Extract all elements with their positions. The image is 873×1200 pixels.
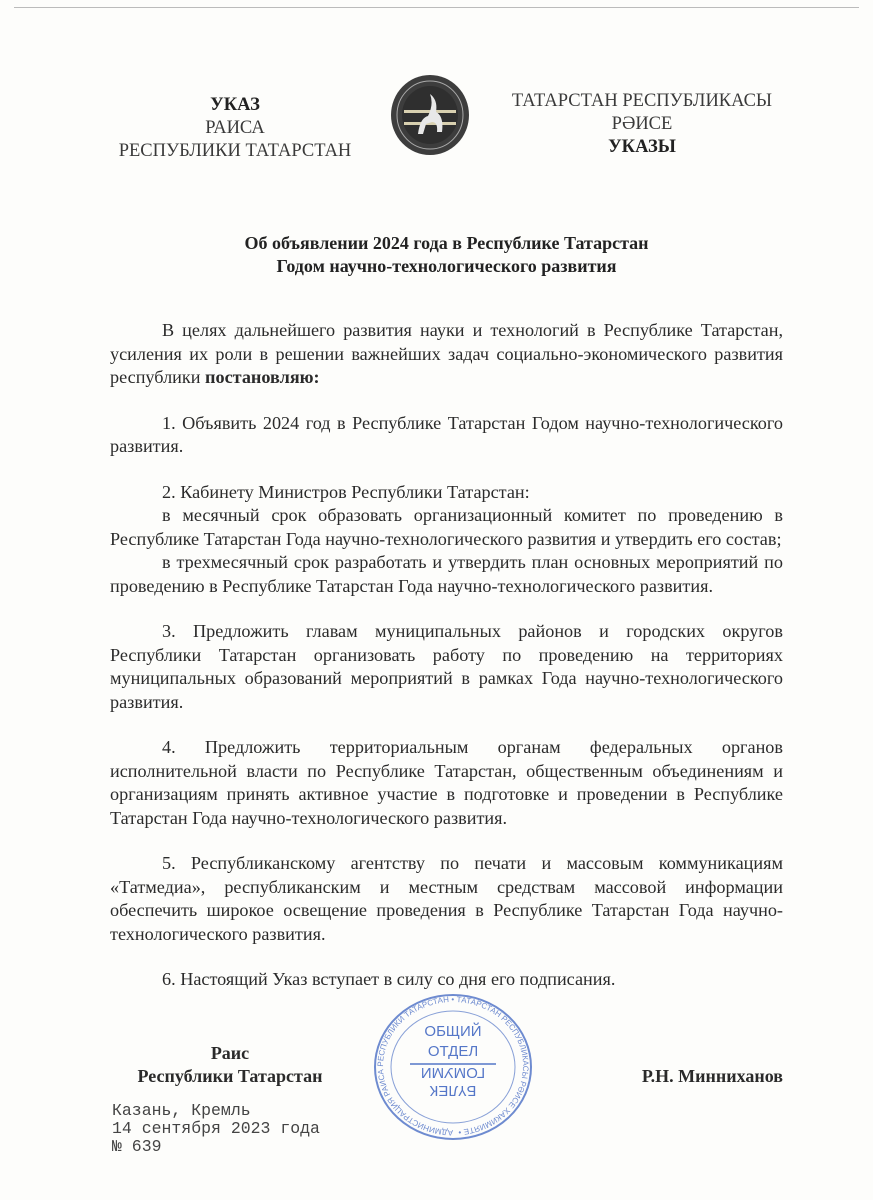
title-line2: Годом научно-технологического развития	[276, 256, 617, 276]
document-body	[110, 232, 783, 1156]
footer-date: 14 сентября 2023 года	[112, 1118, 320, 1138]
item-5: 5. Республиканскому агентству по печати и массовым коммуникациям «Татмедиа», республиканским и местным средствам массовой информации обеспечить широкое освещение проведения в Республике Татарстан Года научно-технологического развития.	[110, 853, 783, 944]
preamble-bold: постановляю:	[205, 367, 320, 387]
title-line1: Об объявлении 2024 года в Республике Татарстан	[244, 233, 649, 253]
header-left-line1: УКАЗ	[210, 95, 260, 115]
signature-title	[110, 1042, 350, 1088]
preamble	[110, 319, 783, 390]
svg-text:ГОМУМИ: ГОМУМИ	[420, 1063, 486, 1081]
coat-of-arms-icon	[390, 74, 470, 156]
footer-number: № 639	[112, 1136, 162, 1156]
signatory-name: Р.Н. Минниханов	[641, 1065, 783, 1086]
svg-text:БҮЛЕК: БҮЛЕК	[429, 1081, 477, 1099]
header-right	[497, 90, 787, 159]
signature-title-line1: Раис	[210, 1042, 250, 1063]
item-2a: в месячный срок образовать организационный комитет по проведению в Республике Татарстан Года научно-технологического развития и утвердить его состав;	[110, 505, 783, 549]
svg-text:ОБЩИЙ: ОБЩИЙ	[424, 1022, 482, 1040]
item-6: 6. Настоящий Указ вступает в силу со дня его подписания.	[162, 969, 616, 989]
header-left-line2: РАИСА	[205, 118, 265, 138]
footer-place: Казань, Кремль	[112, 1100, 251, 1120]
item-3: 3. Предложить главам муниципальных районов и городских округов Республики Татарстан организовать работу по проведению на территориях муниципальных образований мероприятий в рамках Года научно-технологического развития.	[110, 621, 783, 712]
header-right-line3: УКАЗЫ	[608, 137, 676, 157]
document-title	[110, 232, 783, 278]
svg-text:АДМИНИСТРАЦИЯ РАИСА РЕСПУБЛИКИ: АДМИНИСТРАЦИЯ РАИСА РЕСПУБЛИКИ ТАТАРСТАН • ТАТАРСТАН РЕСПУБЛИКАСЫ РӘИСЕ ХАКИМИЯТЕ •	[375, 994, 531, 1137]
item-2: 2. Кабинету Министров Республики Татарстан:	[162, 481, 530, 502]
header-left-line3: РЕСПУБЛИКИ ТАТАРСТАН	[118, 141, 352, 161]
item-4: 4. Предложить территориальным органам федеральных органов исполнительной власти по Республике Татарстан, общественным объединениям и организациям принять активное участие в подготовке и проведении в Республике Татарстан Года научно-технологического развития.	[110, 737, 783, 828]
header-right-line2: РӘИСЕ	[611, 114, 673, 134]
item-1: 1. Объявить 2024 год в Республике Татарстан Годом научно-технологического развития.	[110, 412, 783, 456]
svg-text:ОТДЕЛ: ОТДЕЛ	[427, 1042, 479, 1060]
footer	[110, 1102, 783, 1156]
preamble-text: В целях дальнейшего развития науки и технологий в Республике Татарстан, усиления их роли в решении важнейших задач социально-экономического развития республики	[110, 320, 783, 387]
item-2b: в трехмесячный срок разработать и утвердить план основных мероприятий по проведению в Республике Татарстан Года научно-технологического развития.	[110, 552, 783, 596]
signature-title-line2: Республики Татарстан	[137, 1065, 323, 1086]
header-right-line1: ТАТАРСТАН РЕСПУБЛИКАСЫ	[511, 91, 773, 111]
header-left	[100, 94, 370, 163]
scan-edge-line	[14, 7, 859, 8]
